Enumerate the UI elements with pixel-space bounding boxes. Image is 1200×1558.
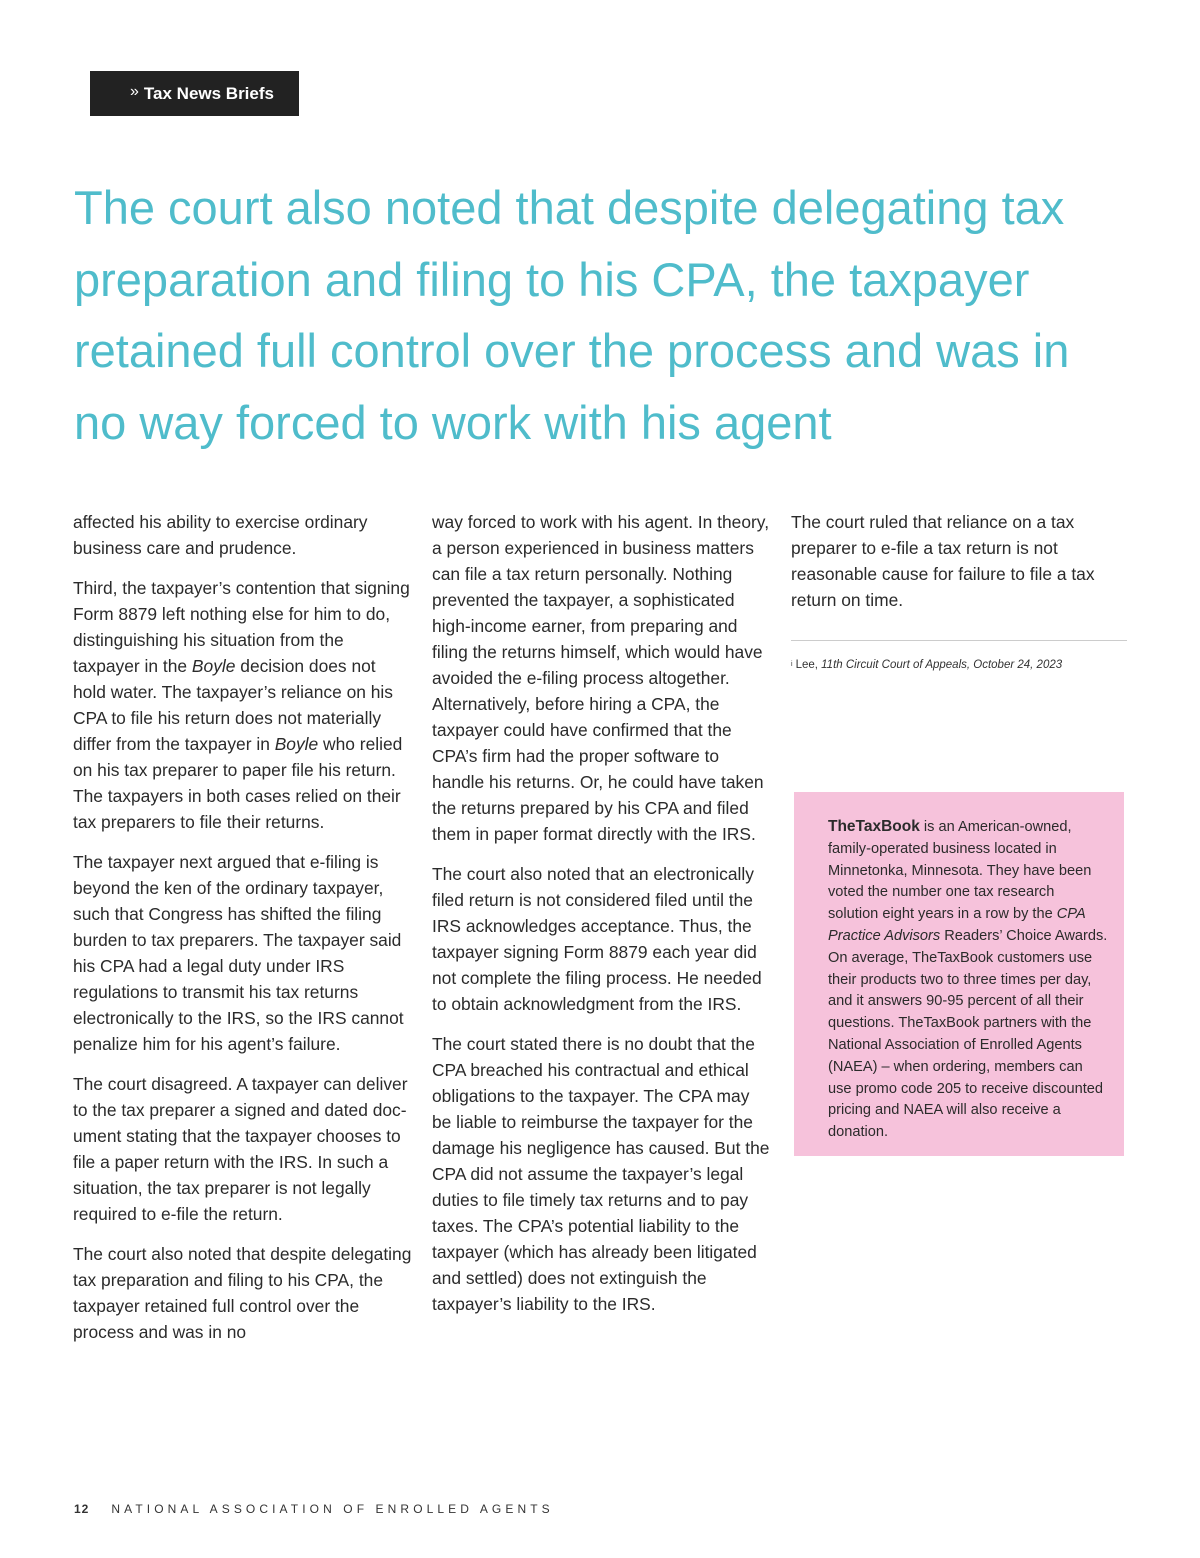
- paragraph: The court disagreed. A taxpayer can deliver to the tax preparer a signed and dated document stating that the taxpayer chooses to file a paper return with the IRS. In such a situation, the tax preparer is not legally required to e-file the return.: [73, 1074, 408, 1224]
- case-name: Boyle: [191, 656, 236, 676]
- footnote-divider: [791, 640, 1127, 641]
- publication-name: NATIONAL ASSOCIATION OF ENROLLED AGENTS: [111, 1502, 554, 1516]
- award-name: CPA Practice Advisors: [828, 906, 1086, 944]
- section-tag: [90, 71, 299, 116]
- case-name: Boyle: [274, 734, 319, 754]
- paragraph: The court ruled that reliance on a tax preparer to e-file a tax return is not reasonable cause for failure to file a tax return on time.: [791, 512, 1095, 610]
- chevron-right-double-icon: »: [130, 82, 139, 100]
- paragraph: The court also noted that an electronically filed return is not considered filed until the IRS acknowledges acceptance. Thus, the taxpayer signing Form 8879 each year did not complete the filing process. He needed to obtain acknowledgment from the IRS.: [432, 864, 762, 1014]
- paragraph: Third, the taxpayer’s contention that signing Form 8879 left nothing else for him to do, distinguishing his situation from the taxpayer in the Boyle decision does not hold water. The taxpayer’s reliance on his CPA to file his return does not materially differ from the taxpayer in Boyle who relied on his tax preparer to paper file his return. The taxpayers in both cases relied on their tax preparers to file their returns.: [73, 578, 410, 832]
- paragraph: The taxpayer next argued that e-filing is beyond the ken of the ordinary taxpayer, such that Congress has shifted the filing burden to tax preparers. The taxpayer said his CPA had a legal duty under IRS regulations to transmit his tax returns electronically to the IRS, so the IRS cannot penalize him for his agent’s failure.: [73, 852, 404, 1054]
- paragraph: The court stated there is no doubt that the CPA breached his contractual and ethical obligations to the taxpayer. The CPA may be liable to reimburse the taxpayer for the damage his negligence has caused. But the CPA did not assume the taxpayer’s legal duties to file timely tax returns and to pay taxes. The CPA’s potential liability to the taxpayer (which has already been litigated and settled) does not extinguish the taxpayer’s liability to the IRS.: [432, 1034, 770, 1314]
- footnote-detail: 11th Circuit Court of Appeals, October 24, 2023: [821, 659, 1063, 671]
- page-footer: [74, 1502, 554, 1516]
- page-number: 12: [74, 1502, 90, 1516]
- pull-quote: The court also noted that despite delegating tax preparation and filing to his CPA, the taxpayer retained full control over the process and was in no way forced to work with his agent: [74, 181, 1070, 449]
- sponsor-sidebar: TheTaxBook is an American-owned, family-operated business located in Minnetonka, Minnesota. They have been voted the number one tax research solution eight years in a row by the CPA Practice Advisors Readers’ Choice Awards. On average, TheTaxBook customers use their products two to three times per day, and it answers 90-95 percent of all their questions. TheTaxBook partners with the National Association of Enrolled Agents (NAEA) – when ordering, members can use promo code 205 to receive discounted pricing and NAEA will also receive a donation.: [794, 792, 1124, 1156]
- paragraph: The court also noted that despite delegating tax preparation and filing to his CPA, the taxpayer retained full control over the process and was in no: [73, 1244, 412, 1342]
- footnote: [791, 657, 1127, 673]
- article-column-1: [73, 509, 413, 1359]
- article-column-2: [432, 509, 772, 1331]
- footnote-marker: i: [791, 661, 793, 668]
- paragraph: way forced to work with his agent. In theory, a person experienced in business matters can file a tax return personally. Nothing prevented the taxpayer, a sophisticated high-income earner, from preparing and filing the returns himself, which would have avoided the e-filing process altogether. Alternatively, before hiring a CPA, the taxpayer could have confirmed that the CPA’s firm had the proper software to handle his returns. Or, he could have taken the returns prepared by his CPA and filed them in paper format directly with the IRS.: [432, 512, 770, 844]
- paragraph: affected his ability to exercise ordinary business care and prudence.: [73, 512, 368, 558]
- footnote-case: Lee,: [795, 659, 822, 671]
- article-column-3: [791, 509, 1127, 627]
- section-tag-label: Tax News Briefs: [143, 83, 274, 103]
- sponsor-brand: TheTaxBook: [828, 818, 920, 835]
